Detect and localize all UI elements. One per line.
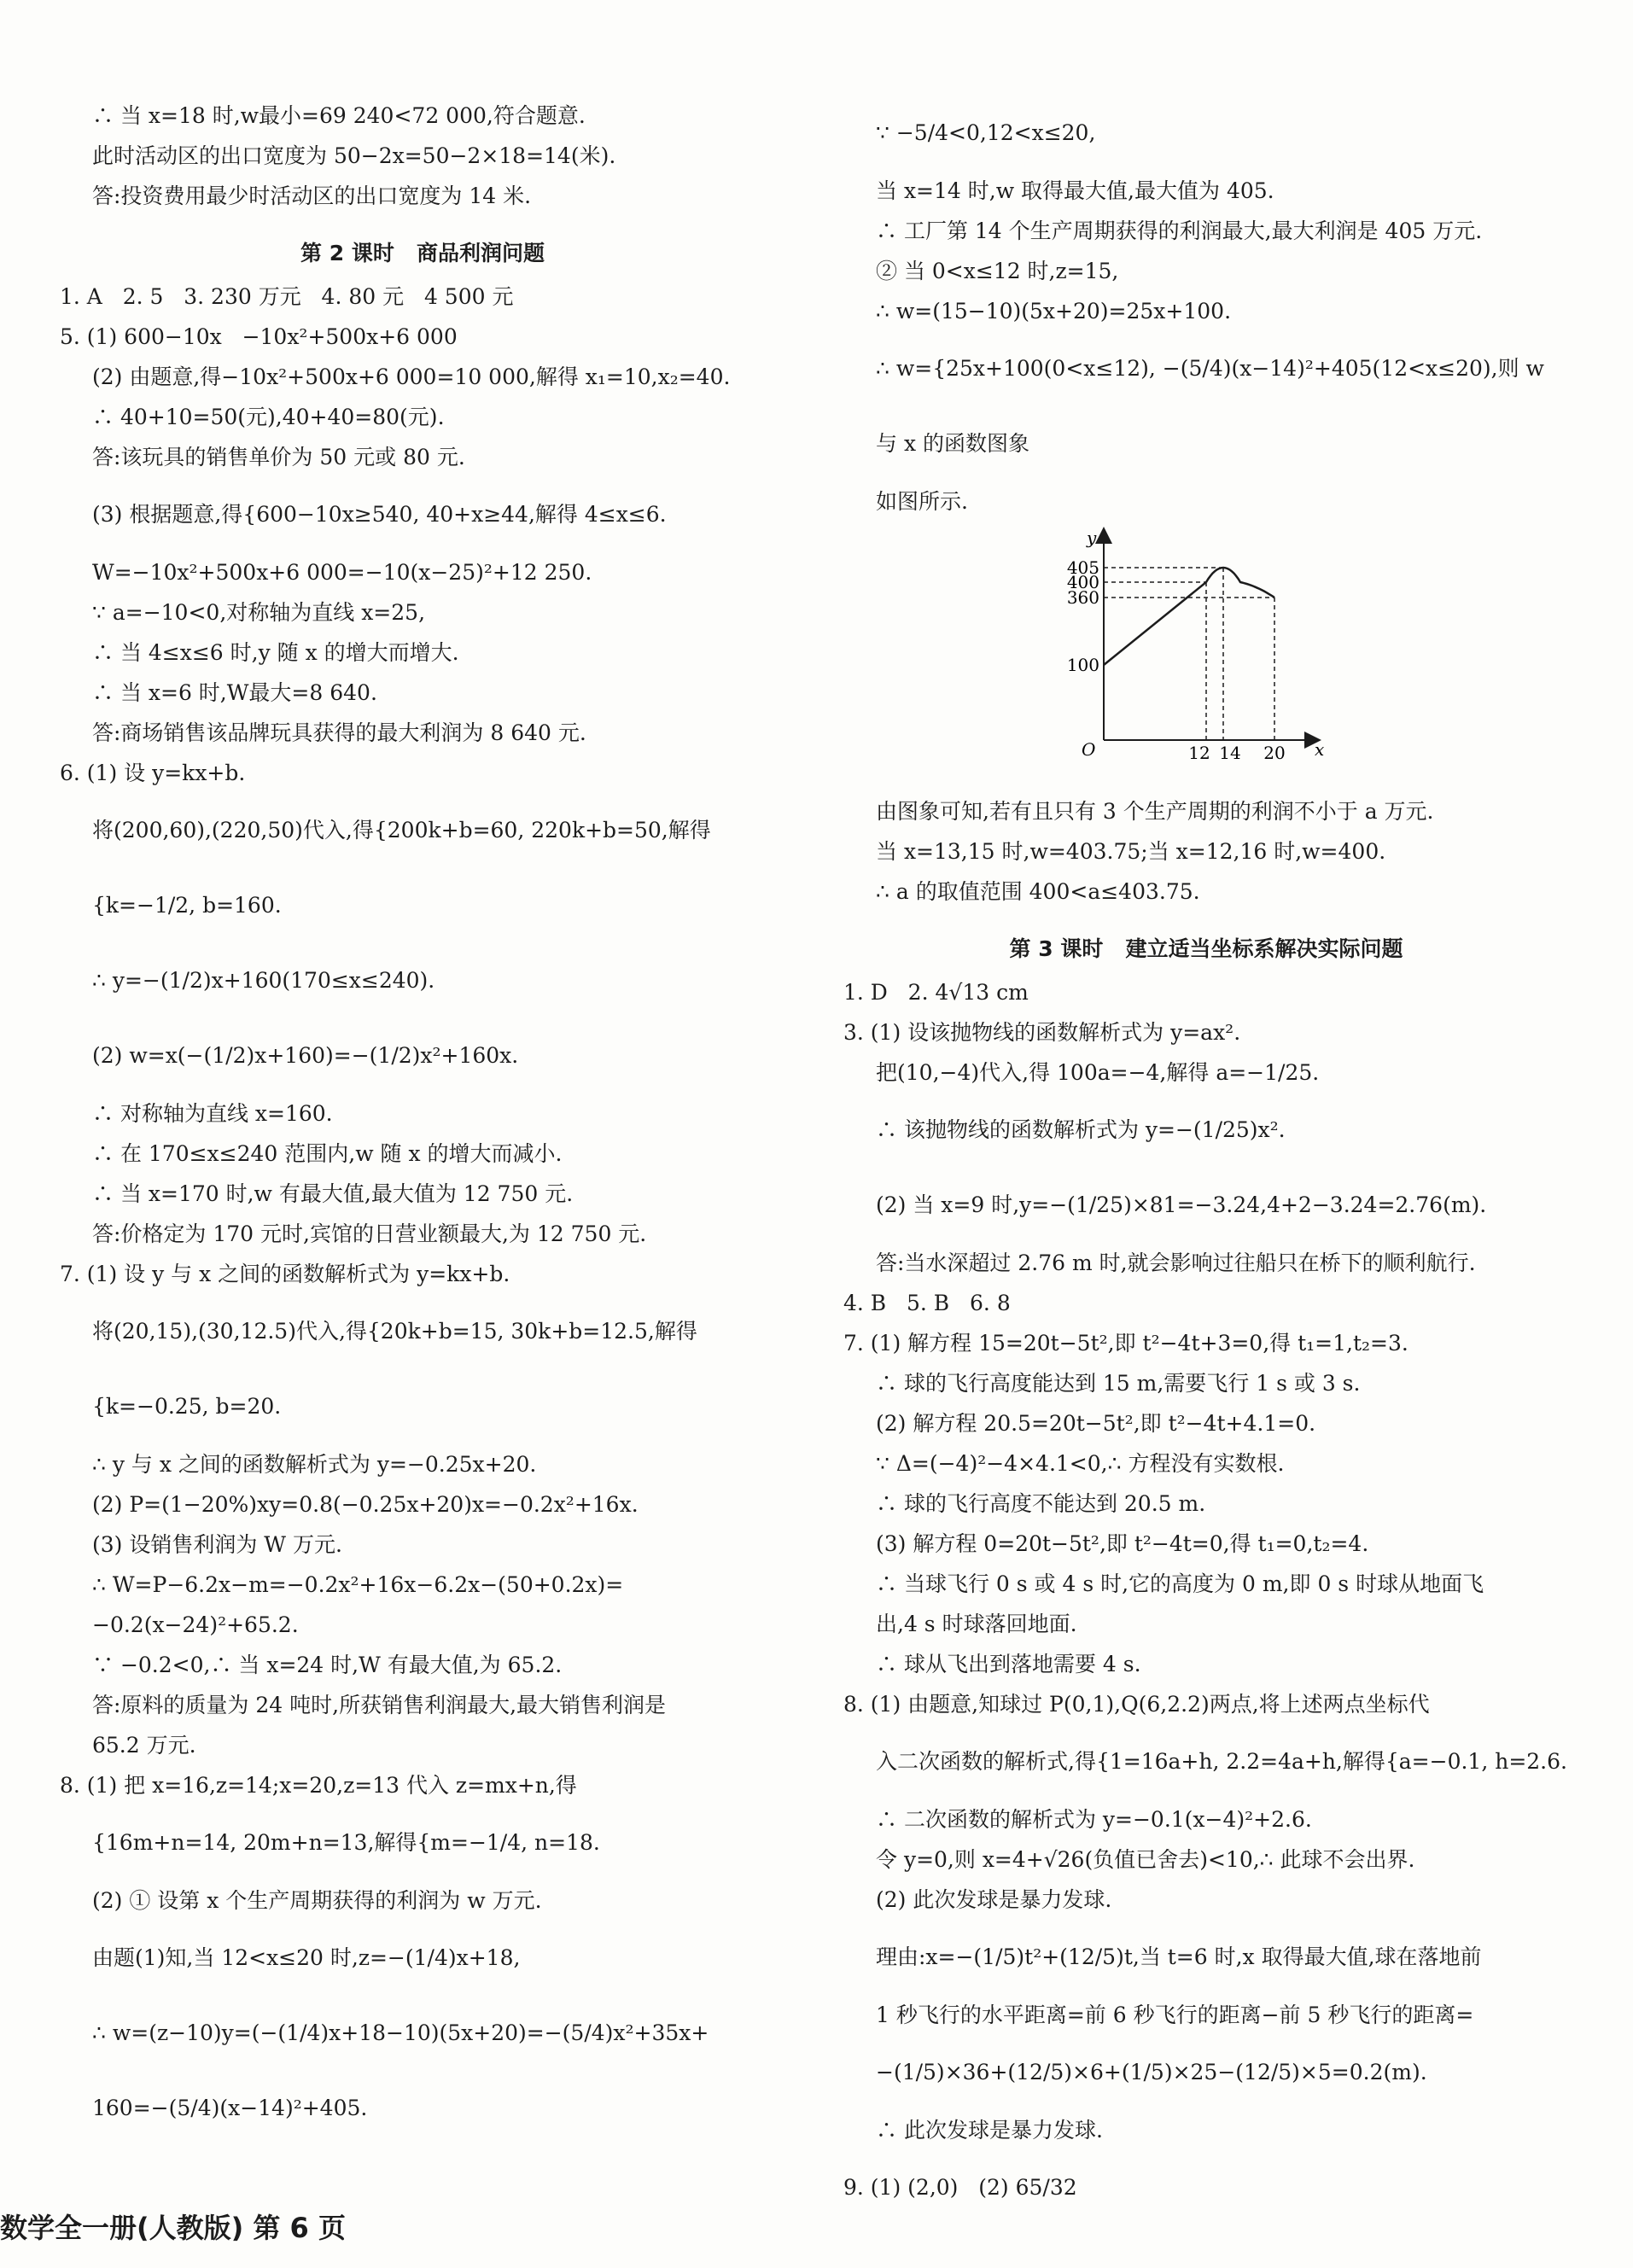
- text-line: (2) ① 设第 x 个生产周期获得的利润为 w 万元.: [92, 1888, 542, 1913]
- text-line: 将(20,15),(30,12.5)代入,得{20k+b=15, 30k+b=12.5,解得: [92, 1319, 697, 1344]
- text-line: ∴ 当 x=170 时,w 有最大值,最大值为 12 750 元.: [92, 1181, 574, 1206]
- text-line: (3) 设销售利润为 W 万元.: [92, 1532, 342, 1557]
- text-line: (2) 由题意,得−10x²+500x+6 000=10 000,解得 x₁=10,x₂=40.: [92, 364, 731, 389]
- text-line: 8. (1) 由题意,知球过 P(0,1),Q(6,2.2)两点,将上述两点坐标代: [843, 1692, 1430, 1717]
- origin-label: O: [1082, 739, 1096, 760]
- text-line: ∵ Δ=(−4)²−4×4.1<0,∴ 方程没有实数根.: [876, 1451, 1285, 1476]
- y-tick-label: 405: [1066, 557, 1099, 578]
- text-line: 4. B 5. B 6. 8: [843, 1291, 1011, 1315]
- text-line: ∴ 工厂第 14 个生产周期获得的利润最大,最大利润是 405 万元.: [876, 219, 1483, 243]
- text-line: ∴ 球的飞行高度不能达到 20.5 m.: [876, 1491, 1206, 1516]
- text-line: 7. (1) 设 y 与 x 之间的函数解析式为 y=kx+b.: [60, 1262, 510, 1286]
- linear-segment: [1104, 582, 1206, 665]
- text-line: 答:当水深超过 2.76 m 时,就会影响过往船只在桥下的顺利航行.: [876, 1251, 1476, 1275]
- text-line: 将(200,60),(220,50)代入,得{200k+b=60, 220k+b=50,解得{k=−1/2, b=160.: [92, 818, 711, 918]
- text-line: (2) 此次发球是暴力发球.: [876, 1887, 1112, 1912]
- right-column-top: [843, 96, 1569, 522]
- text-line: 1. A 2. 5 3. 230 万元 4. 80 元 4 500 元: [60, 284, 514, 309]
- text-line: −0.2(x−24)²+65.2.: [92, 1612, 299, 1637]
- text-line: (2) 解方程 20.5=20t−5t²,即 t²−4t+4.1=0.: [876, 1411, 1316, 1436]
- text-line: 5. (1) 600−10x −10x²+500x+6 000: [60, 324, 458, 349]
- text-line: 入二次函数的解析式,得{1=16a+h, 2.2=4a+h,解得{a=−0.1, h=2.6.: [876, 1749, 1567, 1774]
- text-line: ② 当 0<x≤12 时,z=15,: [876, 259, 1119, 283]
- text-line: (3) 根据题意,得{600−10x≥540, 40+x≥44,解得 4≤x≤6.: [92, 502, 667, 527]
- x-tick-label: 12: [1188, 743, 1210, 763]
- y-tick-label: 400: [1066, 572, 1099, 592]
- text-line: {16m+n=14, 20m+n=13,解得{m=−1/4, n=18.: [92, 1830, 600, 1855]
- parabola-segment: [1206, 568, 1274, 598]
- text-line: (2) P=(1−20%)xy=0.8(−0.25x+20)x=−0.2x²+16x.: [92, 1492, 639, 1517]
- text-line: ∴ w=(15−10)(5x+20)=25x+100.: [876, 299, 1232, 324]
- y-tick-label: 100: [1066, 655, 1099, 675]
- text-line: 理由:x=−(1/5)t²+(12/5)t,当 t=6 时,x 取得最大值,球在落地前: [876, 1944, 1482, 1969]
- text-line: 8. (1) 把 x=16,z=14;x=20,z=13 代入 z=mx+n,得: [60, 1773, 577, 1798]
- right-column: [843, 96, 1569, 2225]
- text-line: 6. (1) 设 y=kx+b.: [60, 761, 246, 785]
- text-line: 1 秒飞行的水平距离=前 6 秒飞行的距离−前 5 秒飞行的距离=: [876, 2003, 1474, 2027]
- text-line: 当 x=13,15 时,w=403.75;当 x=12,16 时,w=400.: [876, 839, 1386, 864]
- text-line: {k=−0.25, b=20.: [92, 1394, 282, 1419]
- text-line: ∴ y 与 x 之间的函数解析式为 y=−0.25x+20.: [92, 1452, 537, 1477]
- section-heading: 第 2 课时 商品利润问题: [300, 241, 545, 265]
- y-axis-label: y: [1087, 528, 1097, 548]
- text-line: ∴ W=P−6.2x−m=−0.2x²+16x−6.2x−(50+0.2x)=: [92, 1572, 624, 1597]
- text-line: 答:该玩具的销售单价为 50 元或 80 元.: [92, 445, 465, 469]
- text-line: ∴ w=(z−10)y=(−(1/4)x+18−10)(5x+20)=−(5/4)x²+35x+: [92, 2020, 709, 2045]
- profit-graph-svg: [1057, 527, 1347, 783]
- text-line: ∴ 当 4≤x≤6 时,y 随 x 的增大而增大.: [92, 640, 459, 665]
- text-line: (3) 解方程 0=20t−5t²,即 t²−4t=0,得 t₁=0,t₂=4.: [876, 1531, 1369, 1556]
- text-line: 9. (1) (2,0) (2) 65/32: [843, 2175, 1077, 2200]
- text-line: 160=−(5/4)(x−14)²+405.: [92, 2096, 368, 2120]
- text-line: (2) w=x(−(1/2)x+160)=−(1/2)x²+160x.: [92, 1043, 519, 1068]
- text-line: ∴ 球从飞出到落地需要 4 s.: [876, 1652, 1141, 1676]
- text-line: ∴ 当 x=6 时,W最大=8 640.: [92, 680, 377, 705]
- text-line: ∴ 此次发球是暴力发球.: [876, 2118, 1103, 2143]
- text-line: 3. (1) 设该抛物线的函数解析式为 y=ax².: [843, 1020, 1241, 1045]
- text-line: W=−10x²+500x+6 000=−10(x−25)²+12 250.: [92, 560, 592, 585]
- text-line: ∵ a=−10<0,对称轴为直线 x=25,: [92, 600, 426, 625]
- text-line: 7. (1) 解方程 15=20t−5t²,即 t²−4t+3=0,得 t₁=1,t₂=3.: [843, 1331, 1408, 1356]
- text-line: 当 x=14 时,w 取得最大值,最大值为 405.: [876, 178, 1274, 203]
- y-tick-label: 360: [1066, 587, 1099, 608]
- page-footer: 数学全一册(人教版) 第 6 页: [0, 2212, 346, 2244]
- text-line: ∵ −5/4<0,12<x≤20,: [876, 120, 1096, 145]
- text-line: 出,4 s 时球落回地面.: [876, 1612, 1077, 1636]
- x-axis-label: x: [1315, 739, 1325, 760]
- text-line: ∴ a 的取值范围 400<a≤403.75.: [876, 879, 1200, 904]
- text-line: 如图所示.: [876, 489, 968, 514]
- text-line: ∵ −0.2<0,∴ 当 x=24 时,W 有最大值,为 65.2.: [92, 1653, 563, 1677]
- text-line: 答:商场销售该品牌玩具获得的最大利润为 8 640 元.: [92, 720, 586, 745]
- text-line: ∴ 二次函数的解析式为 y=−0.1(x−4)²+2.6.: [876, 1807, 1312, 1832]
- text-line: ∴ 当 x=18 时,w最小=69 240<72 000,符合题意.: [92, 103, 586, 128]
- x-tick-label: 20: [1263, 743, 1286, 763]
- text-line: ∴ w={25x+100(0<x≤12), −(5/4)(x−14)²+405(12<x≤20),则 w 与 x 的函数图象: [876, 356, 1551, 456]
- text-line: 令 y=0,则 x=4+√26(负值已舍去)<10,∴ 此球不会出界.: [876, 1847, 1415, 1872]
- text-line: 此时活动区的出口宽度为 50−2x=50−2×18=14(米).: [92, 143, 616, 168]
- section-heading: 第 3 课时 建立适当坐标系解决实际问题: [1009, 936, 1403, 961]
- text-line: ∴ 该抛物线的函数解析式为 y=−(1/25)x².: [876, 1117, 1286, 1142]
- text-line: ∴ 在 170≤x≤240 范围内,w 随 x 的增大而减小.: [92, 1141, 563, 1166]
- text-line: 1. D 2. 4√13 cm: [843, 980, 1029, 1005]
- text-line: ∴ 当球飞行 0 s 或 4 s 时,它的高度为 0 m,即 0 s 时球从地面飞: [876, 1571, 1484, 1596]
- right-column-bottom: [843, 791, 1569, 2225]
- text-line: 答:投资费用最少时活动区的出口宽度为 14 米.: [92, 184, 532, 208]
- text-line: 答:原料的质量为 24 吨时,所获销售利润最大,最大销售利润是: [92, 1693, 667, 1717]
- text-line: −(1/5)×36+(12/5)×6+(1/5)×25−(12/5)×5=0.2(m).: [876, 2060, 1427, 2084]
- text-line: 由题(1)知,当 12<x≤20 时,z=−(1/4)x+18,: [92, 1945, 521, 1970]
- text-line: ∴ 对称轴为直线 x=160.: [92, 1101, 333, 1126]
- left-column: [60, 96, 785, 2146]
- text-line: 由图象可知,若有且只有 3 个生产周期的利润不小于 a 万元.: [876, 799, 1434, 824]
- text-line: ∴ y=−(1/2)x+160(170≤x≤240).: [92, 968, 435, 993]
- text-line: 65.2 万元.: [92, 1733, 196, 1758]
- x-tick-label: 14: [1219, 743, 1241, 763]
- text-line: 答:价格定为 170 元时,宾馆的日营业额最大,为 12 750 元.: [92, 1221, 647, 1246]
- text-line: ∴ 球的飞行高度能达到 15 m,需要飞行 1 s 或 3 s.: [876, 1371, 1361, 1396]
- text-line: (2) 当 x=9 时,y=−(1/25)×81=−3.24,4+2−3.24=2.76(m).: [876, 1192, 1487, 1217]
- text-line: ∴ 40+10=50(元),40+40=80(元).: [92, 405, 445, 429]
- text-line: 把(10,−4)代入,得 100a=−4,解得 a=−1/25.: [876, 1060, 1320, 1085]
- profit-graph: [843, 527, 1569, 783]
